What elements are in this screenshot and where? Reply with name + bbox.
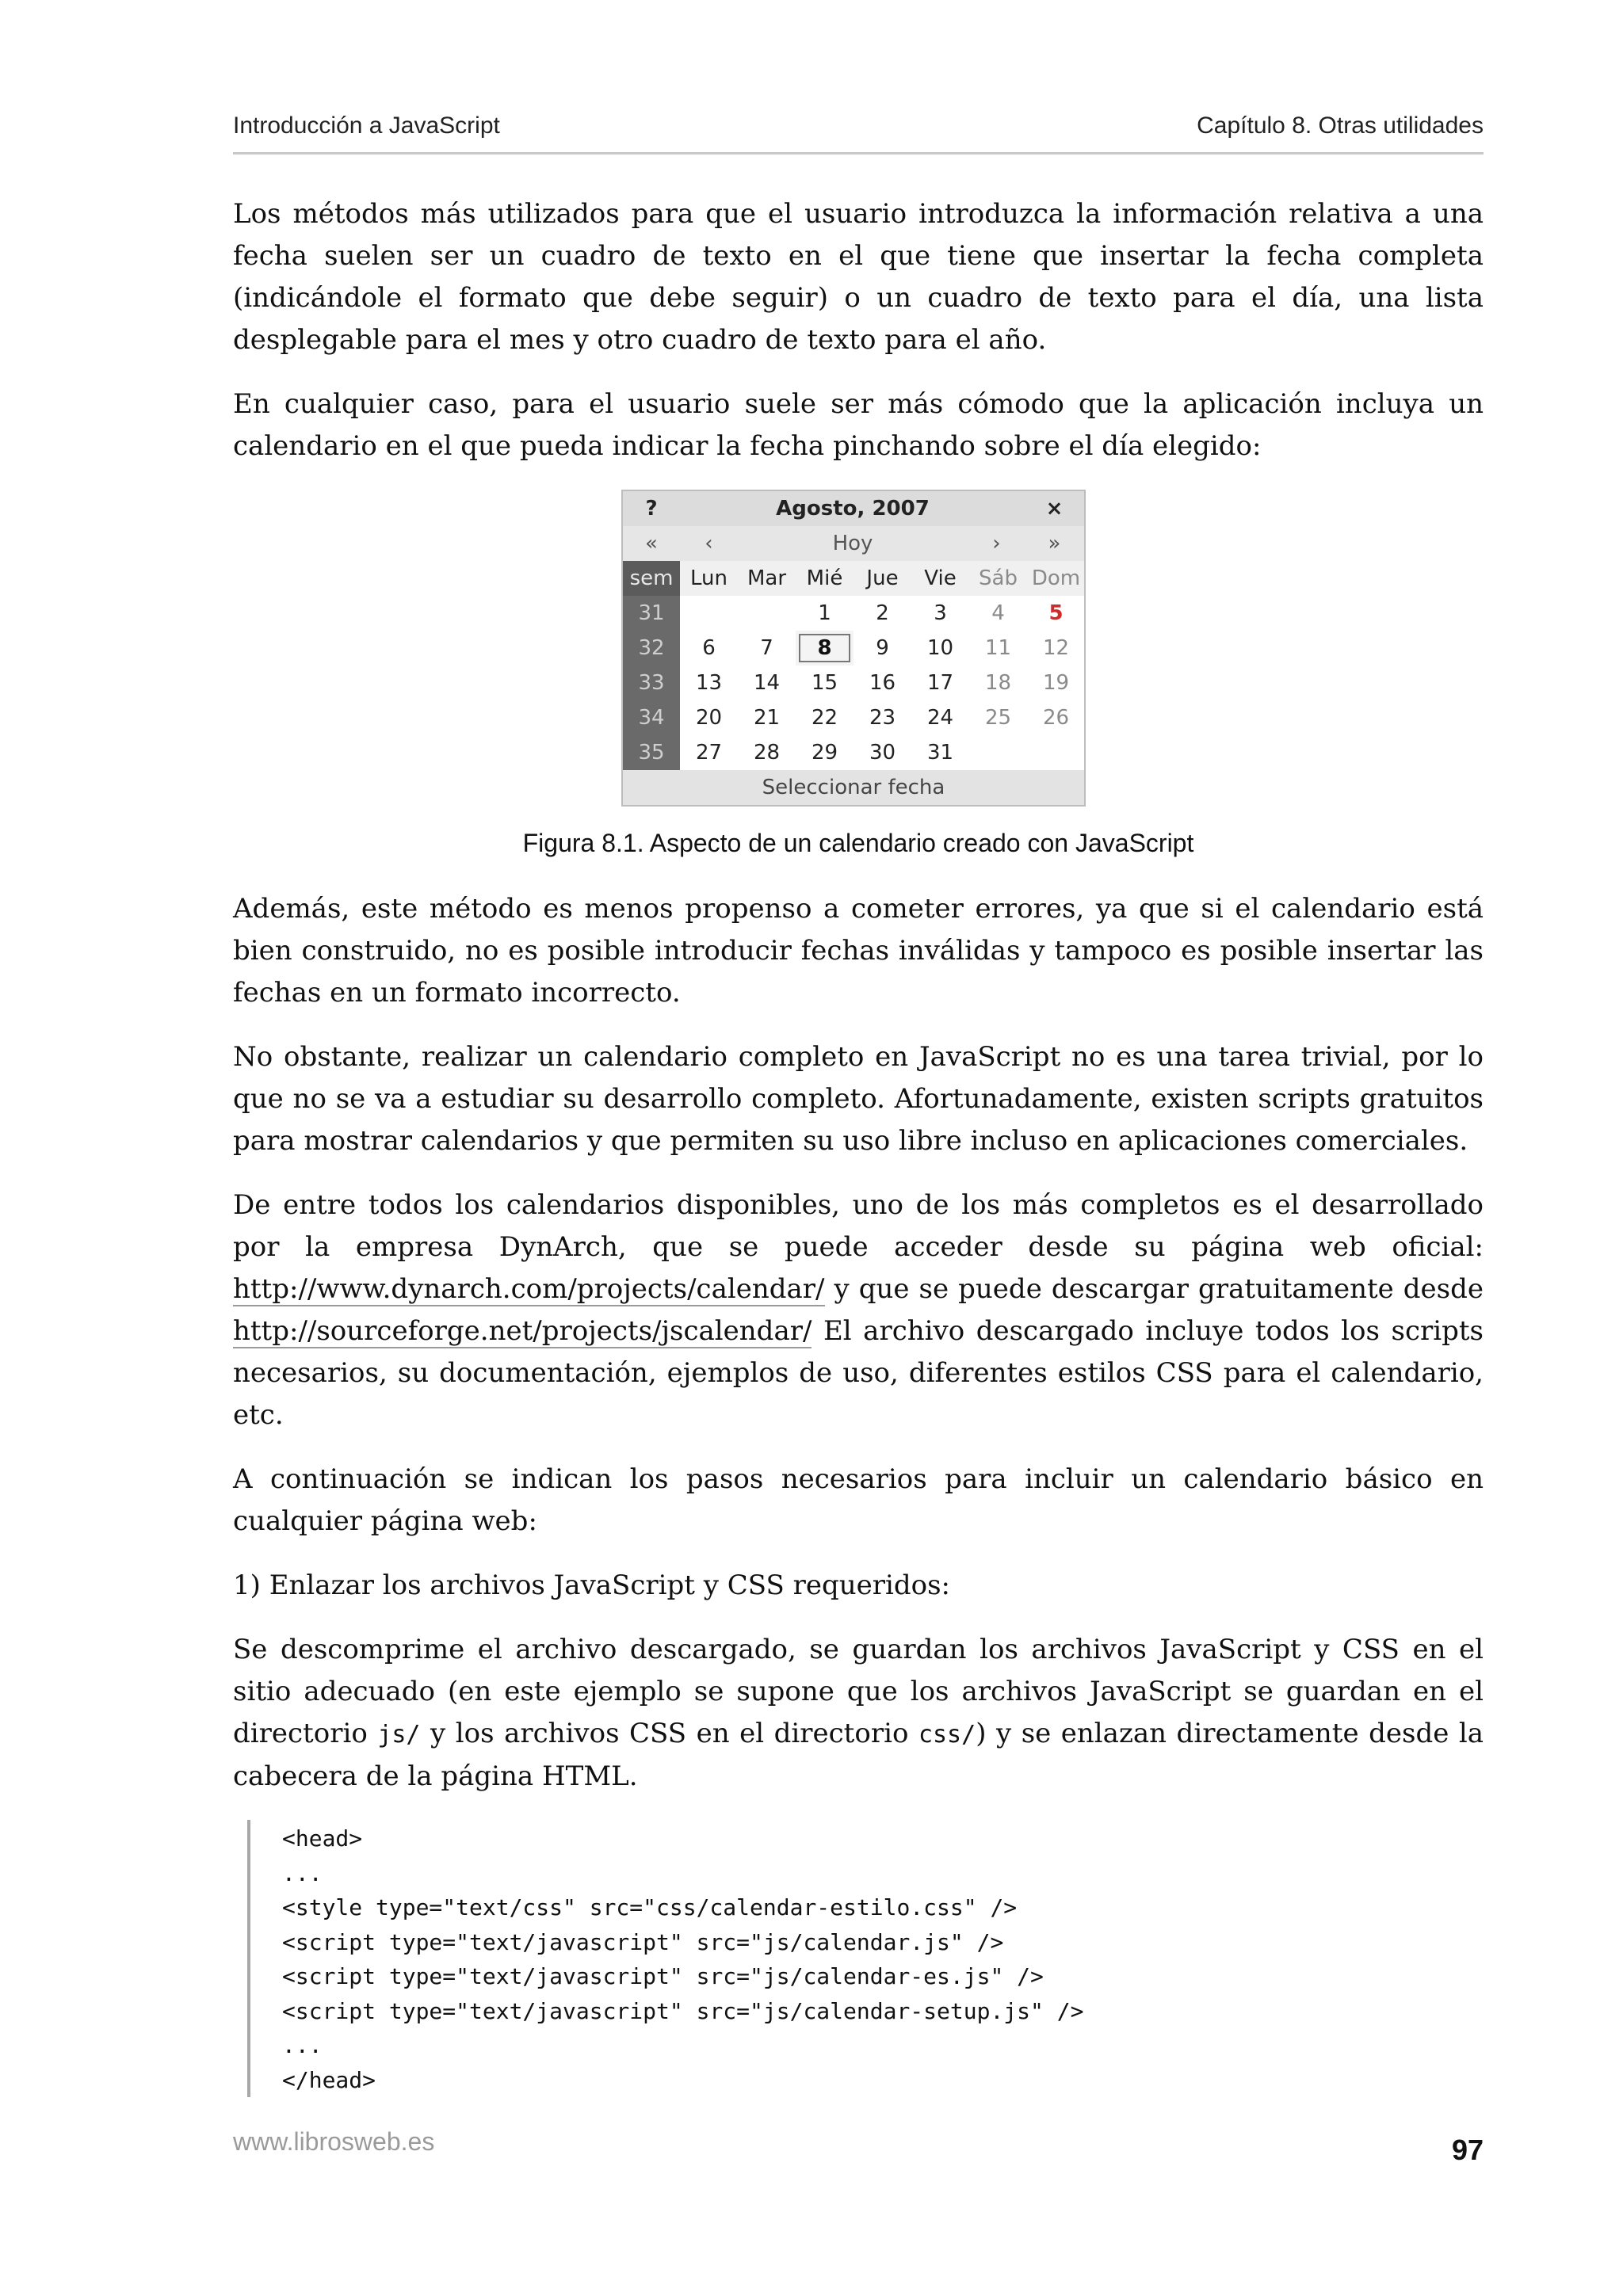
day-cell[interactable]: 3 bbox=[934, 601, 947, 625]
day-cell[interactable]: 20 bbox=[695, 706, 723, 730]
day-header: Lun bbox=[690, 566, 727, 590]
paragraph-8-text-a: Se descomprime el archivo descargado, se guardan los archivos JavaScript y CSS en el sitio adecuado (en este ejemplo se supone que los archivos JavaScript se guardan en el directorio bbox=[233, 1634, 1484, 1749]
page-content bbox=[233, 193, 1484, 2097]
calendar-title-row bbox=[623, 491, 1084, 526]
sourceforge-link[interactable]: http://sourceforge.net/projects/jscalendar/ bbox=[233, 1315, 812, 1347]
paragraph-5-text-b: y que se puede descargar gratuitamente desde bbox=[824, 1273, 1484, 1305]
day-cell-highlighted[interactable]: 5 bbox=[1048, 601, 1064, 625]
day-header: Sáb bbox=[979, 566, 1018, 590]
code-line: <script type="text/javascript" src="js/calendar-setup.js" /> bbox=[282, 1997, 1084, 2024]
code-line: ... bbox=[282, 1859, 323, 1886]
footer-site-url[interactable]: www.librosweb.es bbox=[233, 2127, 435, 2156]
paragraph-5-text-c: El archivo descargado incluye todos los scripts necesarios, su documentación, ejemplos de uso, diferentes estilos CSS para el calendario, etc. bbox=[233, 1315, 1484, 1431]
next-year-button[interactable]: » bbox=[1048, 532, 1061, 555]
day-cell[interactable]: 6 bbox=[702, 636, 716, 660]
paragraph-5 bbox=[233, 1184, 1484, 1436]
code-line: ... bbox=[282, 2032, 323, 2058]
day-cell[interactable]: 14 bbox=[753, 671, 781, 695]
day-cell[interactable]: 24 bbox=[926, 706, 954, 730]
day-cell[interactable]: 23 bbox=[869, 706, 896, 730]
inline-code-js-dir: js/ bbox=[377, 1721, 421, 1749]
day-cell[interactable]: 9 bbox=[876, 636, 889, 660]
day-cell[interactable]: 25 bbox=[984, 706, 1012, 730]
day-cell[interactable]: 31 bbox=[926, 741, 954, 765]
step-1-heading: 1) Enlazar los archivos JavaScript y CSS requeridos: bbox=[233, 1569, 951, 1601]
day-cell[interactable]: 18 bbox=[984, 671, 1012, 695]
next-month-button[interactable]: › bbox=[992, 532, 1001, 555]
paragraph-8 bbox=[233, 1629, 1484, 1798]
day-cell[interactable]: 29 bbox=[811, 741, 838, 765]
day-header: Vie bbox=[924, 566, 957, 590]
day-cell[interactable]: 1 bbox=[818, 601, 831, 625]
code-line: <head> bbox=[282, 1825, 363, 1852]
help-button[interactable]: ? bbox=[645, 497, 658, 521]
close-button[interactable]: × bbox=[1045, 497, 1064, 521]
week-number: 31 bbox=[623, 596, 680, 631]
paragraph-6: A continuación se indican los pasos necesarios para incluir un calendario básico en cualquier página web: bbox=[233, 1463, 1484, 1537]
page-header bbox=[233, 108, 1484, 154]
calendar-day-header-row bbox=[623, 561, 1084, 596]
code-line: </head> bbox=[282, 2066, 376, 2093]
week-number: 35 bbox=[623, 735, 680, 770]
page-number: 97 bbox=[1451, 2134, 1484, 2166]
header-chapter-title: Capítulo 8. Otras utilidades bbox=[1197, 113, 1484, 139]
day-header: Dom bbox=[1031, 566, 1081, 590]
day-cell[interactable]: 13 bbox=[695, 671, 723, 695]
paragraph-5-text-a: De entre todos los calendarios disponibles, uno de los más completos es el desarrollado por la empresa DynArch, que se puede acceder desde su página web oficial: bbox=[233, 1189, 1484, 1263]
calendar-week-row bbox=[623, 631, 1084, 666]
calendar-nav-row bbox=[623, 526, 1084, 561]
calendar-week-row bbox=[623, 735, 1084, 770]
calendar-week-row bbox=[623, 700, 1084, 735]
day-cell[interactable]: 21 bbox=[753, 706, 781, 730]
day-cell[interactable]: 28 bbox=[753, 741, 781, 765]
paragraph-1: Los métodos más utilizados para que el usuario introduzca la información relativa a una fecha suelen ser un cuadro de texto en el que tiene que insertar la fecha completa (indicándole el formato que debe seguir) o un cuadro de texto para el día, una lista desplegable para el mes y otro cuadro de texto para el año. bbox=[233, 198, 1484, 356]
today-button[interactable]: Hoy bbox=[832, 532, 873, 555]
day-cell[interactable]: 4 bbox=[991, 601, 1005, 625]
day-cell[interactable]: 30 bbox=[869, 741, 896, 765]
day-cell[interactable]: 19 bbox=[1042, 671, 1070, 695]
day-cell-today[interactable]: 8 bbox=[796, 631, 854, 666]
prev-month-button[interactable]: ‹ bbox=[705, 532, 713, 555]
day-header: Mar bbox=[747, 566, 787, 590]
day-cell[interactable]: 2 bbox=[876, 601, 889, 625]
code-block bbox=[247, 1820, 1484, 2097]
day-cell[interactable]: 22 bbox=[811, 706, 838, 730]
calendar-week-row bbox=[623, 596, 1084, 631]
figure-caption: Figura 8.1. Aspecto de un calendario creado con JavaScript bbox=[522, 829, 1194, 857]
paragraph-2: En cualquier caso, para el usuario suele ser más cómodo que la aplicación incluya un calendario en el que pueda indicar la fecha pinchando sobre el día elegido: bbox=[233, 388, 1484, 462]
day-cell[interactable]: 12 bbox=[1042, 636, 1070, 660]
prev-year-button[interactable]: « bbox=[645, 532, 658, 555]
code-line: <style type="text/css" src="css/calendar-estilo.css" /> bbox=[282, 1894, 1018, 1920]
week-number: 33 bbox=[623, 666, 680, 700]
day-header: Jue bbox=[866, 566, 899, 590]
week-column-header: sem bbox=[623, 561, 680, 596]
calendar-widget bbox=[621, 490, 1086, 807]
day-header: Mié bbox=[806, 566, 843, 590]
figure-calendar bbox=[233, 490, 1484, 864]
calendar-month-title: Agosto, 2007 bbox=[776, 497, 930, 521]
code-line: <script type="text/javascript" src="js/calendar.js" /> bbox=[282, 1928, 1004, 1955]
day-cell[interactable]: 10 bbox=[926, 636, 954, 660]
week-number: 34 bbox=[623, 700, 680, 735]
day-cell[interactable]: 27 bbox=[695, 741, 723, 765]
code-line: <script type="text/javascript" src="js/calendar-es.js" /> bbox=[282, 1963, 1044, 1989]
day-cell[interactable]: 26 bbox=[1042, 706, 1070, 730]
day-cell[interactable]: 15 bbox=[811, 671, 838, 695]
paragraph-8-text-b: y los archivos CSS en el directorio bbox=[420, 1718, 918, 1749]
inline-code-css-dir: css/ bbox=[918, 1721, 976, 1749]
week-number: 32 bbox=[623, 631, 680, 666]
day-cell[interactable]: 7 bbox=[760, 636, 773, 660]
calendar-status-bar: Seleccionar fecha bbox=[623, 770, 1084, 805]
day-cell[interactable]: 17 bbox=[926, 671, 954, 695]
dynarch-link[interactable]: http://www.dynarch.com/projects/calendar/ bbox=[233, 1273, 825, 1305]
day-cell[interactable]: 11 bbox=[984, 636, 1012, 660]
paragraph-8-text-c: ) y se enlazan directamente desde la cabecera de la página HTML. bbox=[233, 1718, 1484, 1792]
paragraph-4: No obstante, realizar un calendario completo en JavaScript no es una tarea trivial, por lo que no se va a estudiar su desarrollo completo. Afortunadamente, existen scripts gratuitos para mostrar calendarios y que permiten su uso libre incluso en aplicaciones comerciales. bbox=[233, 1041, 1484, 1157]
paragraph-3: Además, este método es menos propenso a cometer errores, ya que si el calendario está bien construido, no es posible introducir fechas inválidas y tampoco es posible insertar las fechas en un formato incorrecto. bbox=[233, 893, 1484, 1009]
day-cell[interactable]: 16 bbox=[869, 671, 896, 695]
header-book-title: Introducción a JavaScript bbox=[233, 113, 500, 139]
calendar-week-row bbox=[623, 666, 1084, 700]
